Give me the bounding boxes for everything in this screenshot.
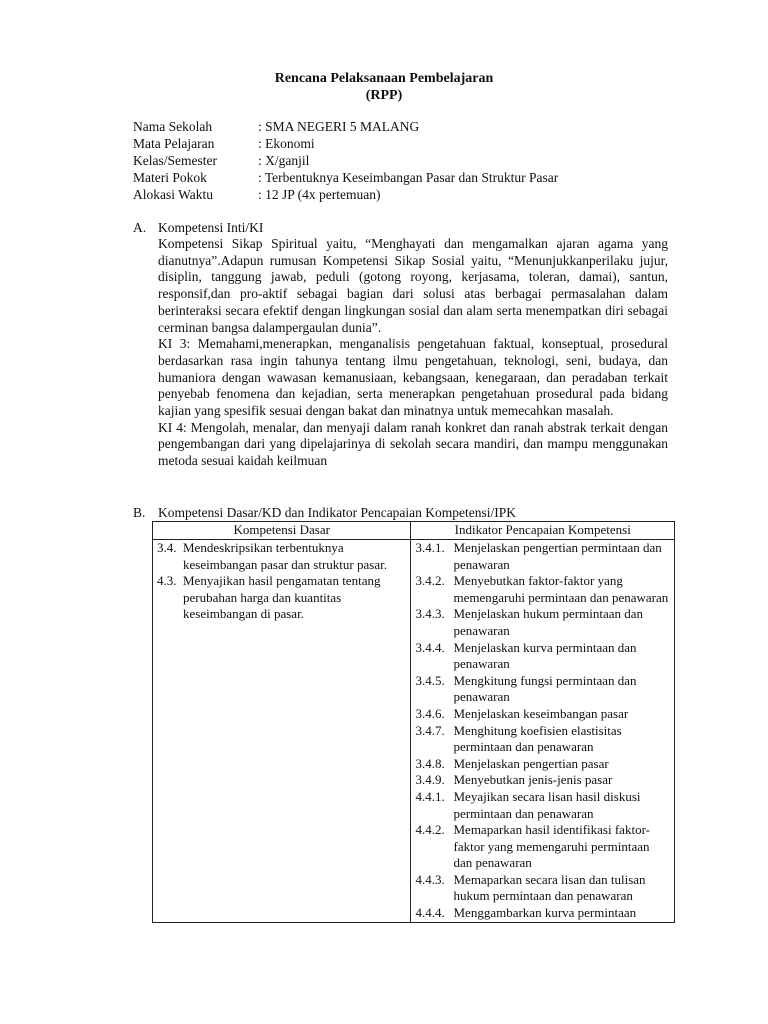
ipk-number: 4.4.1. (415, 788, 445, 804)
ipk-text: Memaparkan hasil identifikasi faktor-faktor yang memengaruhi permintaan dan penawaran (453, 822, 650, 871)
list-item (411, 772, 674, 789)
section-title: Kompetensi Inti/KI (158, 220, 264, 235)
document-subtitle: (RPP) (365, 88, 403, 103)
ipk-text: Mengkitung fungsi permintaan dan penawaran (453, 672, 637, 705)
list-item (411, 640, 674, 673)
section-title: Kompetensi Dasar/KD dan Indikator Pencapaian Kompetensi/IPK (158, 505, 517, 520)
section-a-heading (133, 219, 733, 236)
info-row-topic (133, 169, 693, 186)
ipk-number: 3.4.9. (415, 772, 445, 788)
ipk-number: 3.4.6. (415, 705, 445, 721)
ipk-text: Menjelaskan kurva permintaan dan penawaran (453, 639, 637, 672)
ipk-number: 4.4.2. (415, 822, 445, 838)
kd-text: Menyajikan hasil pengamatan tentang perubahan harga dan kuantitas keseimbangan di pasar. (183, 573, 381, 622)
ipk-number: 3.4.8. (415, 755, 445, 771)
list-item (411, 573, 674, 606)
list-item (153, 540, 410, 573)
section-letter: A. (133, 220, 147, 235)
info-value: : Ekonomi (258, 136, 315, 151)
list-item (153, 573, 410, 623)
ipk-text: Menyebutkan jenis-jenis pasar (453, 772, 613, 788)
info-value: : X/ganjil (258, 153, 310, 168)
kd-number: 4.3. (157, 573, 177, 589)
ipk-text: Menjelaskan pengertian permintaan dan penawaran (453, 540, 662, 572)
list-item (411, 723, 674, 756)
ipk-text: Menggambarkan kurva permintaan (453, 905, 637, 921)
list-item (411, 673, 674, 706)
info-value: : 12 JP (4x pertemuan) (258, 187, 381, 202)
info-label: Nama Sekolah (133, 119, 213, 134)
ipk-number: 3.4.4. (415, 639, 445, 655)
info-row-subject (133, 135, 693, 152)
ipk-cell (411, 540, 675, 923)
kd-cell (153, 540, 411, 923)
info-row-time (133, 186, 693, 203)
ipk-number: 3.4.2. (415, 573, 445, 589)
section-b-heading (133, 504, 733, 521)
paragraph-attitude: Kompetensi Sikap Spiritual yaitu, “Menghayati dan mengamalkan ajaran agama yang dianutnya”.Adapun rumusan Kompetensi Sikap Sosial yaitu, “Menunjukkanperilaku jujur, disiplin, tanggung jawab, peduli (gotong royong, kerjasama, toleran, damai), santun, responsif,dan pro-aktif sebagai bagian dari solusi atas berbagai permasalahan dalam berinteraksi secara efektif dengan lingkungan sosial dan alam serta menempatkan diri sebagai cerminan bangsa dalampergaulan dunia”. (158, 236, 668, 335)
table-row (153, 540, 675, 923)
table-header-row (153, 522, 675, 540)
ipk-number: 3.4.1. (415, 540, 445, 555)
ipk-text: Menjelaskan hukum permintaan dan penawaran (453, 606, 644, 638)
ipk-text: Menghitung koefisien elastisitas permintaan dan penawaran (453, 722, 622, 755)
list-item (411, 872, 674, 905)
info-label: Mata Pelajaran (133, 136, 215, 151)
kd-text: Mendeskripsikan terbentuknya keseimbangan pasar dan struktur pasar. (183, 540, 387, 572)
list-item (411, 789, 674, 822)
list-item (411, 822, 674, 872)
info-label: Materi Pokok (133, 170, 207, 185)
document-title: Rencana Pelaksanaan Pembelajaran (274, 71, 494, 86)
info-row-school (133, 118, 693, 135)
ipk-number: 4.4.4. (415, 905, 445, 921)
section-letter: B. (133, 505, 146, 520)
ipk-number: 3.4.7. (415, 722, 445, 738)
core-competence-text (158, 236, 668, 470)
paragraph-ki3: KI 3: Memahami,menerapkan, menganalisis pengetahuan faktual, konseptual, prosedural berdasarkan rasa ingin tahunya tentang ilmu pengetahuan, teknologi, seni, budaya, dan humaniora dengan wawasan kemanusiaan, kebangsaan, kenegaraan, dan peradaban terkait penyebab fenomena dan kejadian, serta menerapkan pengetahuan prosedural pada bidang kajian yang spesifik sesuai dengan bakat dan minatnya untuk memecahkan masalah. (158, 336, 668, 419)
ipk-number: 3.4.3. (415, 606, 445, 622)
identity-block (133, 118, 693, 203)
list-item (411, 756, 674, 773)
list-item (411, 606, 674, 639)
info-row-class (133, 152, 693, 169)
ipk-number: 3.4.5. (415, 672, 445, 688)
column-header: Kompetensi Dasar (153, 522, 411, 540)
ipk-text: Memaparkan secara lisan dan tulisan hukum permintaan dan penawaran (453, 871, 646, 904)
ipk-text: Menyebutkan faktor-faktor yang memengaruhi permintaan dan penawaran (453, 573, 669, 605)
ipk-text: Meyajikan secara lisan hasil diskusi permintaan dan penawaran (453, 788, 641, 821)
competence-table (152, 521, 675, 923)
ipk-text: Menjelaskan keseimbangan pasar (453, 705, 629, 721)
info-value: : Terbentuknya Keseimbangan Pasar dan Struktur Pasar (258, 170, 559, 185)
ipk-text: Menjelaskan pengertian pasar (453, 755, 609, 771)
list-item (411, 905, 674, 922)
ipk-number: 4.4.3. (415, 871, 445, 887)
info-value: : SMA NEGERI 5 MALANG (258, 119, 420, 134)
info-label: Kelas/Semester (133, 153, 217, 168)
kd-number: 3.4. (157, 540, 177, 555)
list-item (411, 540, 674, 573)
info-label: Alokasi Waktu (133, 187, 214, 202)
list-item (411, 706, 674, 723)
paragraph-ki4: KI 4: Mengolah, menalar, dan menyaji dalam ranah konkret dan ranah abstrak terkait dengan pengembangan dari yang dipelajarinya di sekolah secara mandiri, dan mampu menggunakan metoda sesuai kaidah keilmuan (158, 419, 668, 469)
column-header: Indikator Pencapaian Kompetensi (411, 522, 675, 540)
